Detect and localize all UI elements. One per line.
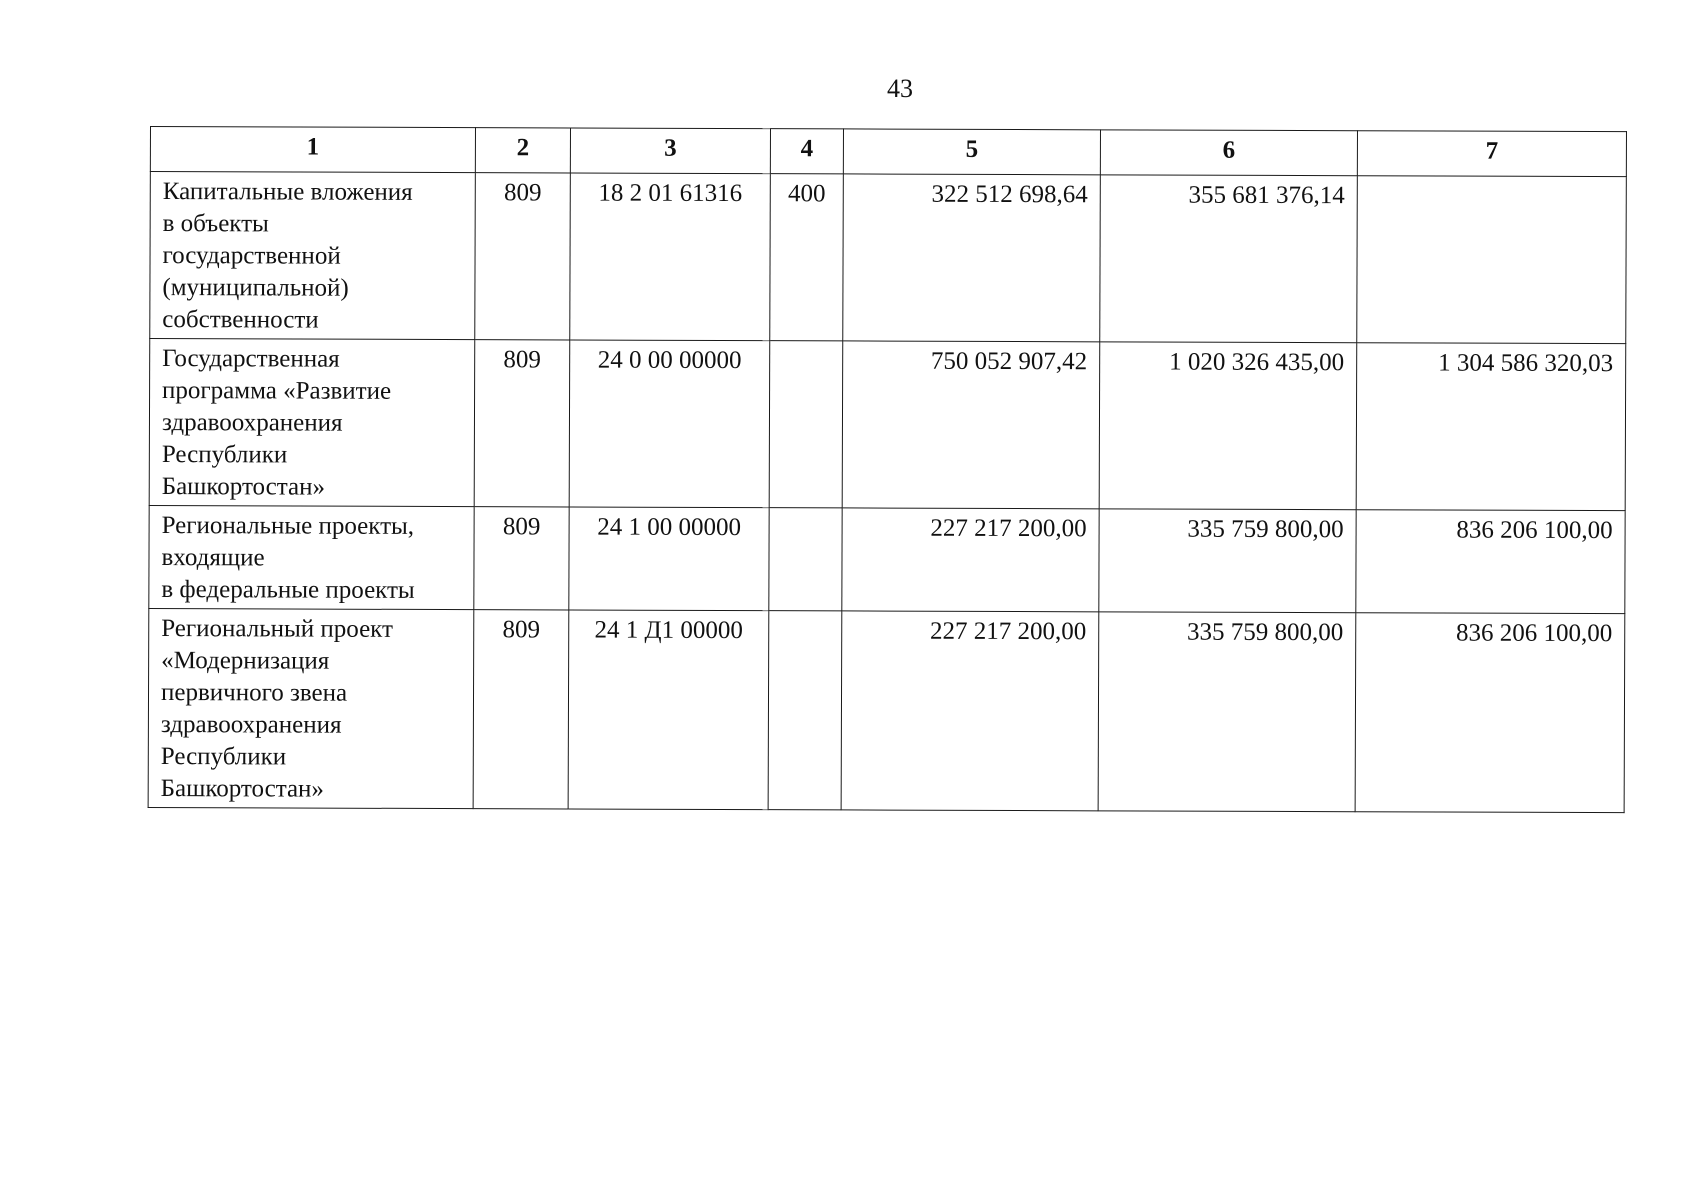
amount-col7-cell: 836 206 100,00 bbox=[1355, 613, 1625, 813]
row-name-line: «Модернизация bbox=[161, 647, 330, 675]
header-col-4: 4 bbox=[770, 129, 843, 174]
target-article-cell: 24 1 Д1 00000 bbox=[568, 610, 769, 810]
row-name-line: первичного звена bbox=[160, 679, 348, 707]
amount-col6-cell: 335 759 800,00 bbox=[1099, 509, 1356, 613]
ministry-code-cell: 809 bbox=[475, 173, 571, 340]
row-name-line: Башкортостан» bbox=[160, 775, 325, 803]
header-col-6: 6 bbox=[1100, 130, 1357, 176]
target-article-cell: 24 0 00 00000 bbox=[569, 340, 770, 508]
row-name-line: здравоохранения bbox=[160, 711, 342, 739]
ministry-code-cell: 809 bbox=[474, 340, 570, 507]
row-name-line: входящие bbox=[161, 544, 265, 572]
row-name-line: (муниципальной) bbox=[162, 274, 349, 302]
row-name-line: Государственная bbox=[162, 345, 340, 373]
row-name-line: Капитальные вложения bbox=[162, 178, 413, 206]
row-name-line: Региональные проекты, bbox=[161, 512, 415, 540]
row-name-line: в федеральные проекты bbox=[161, 576, 415, 604]
row-name-cell bbox=[149, 505, 474, 609]
ministry-code-cell: 809 bbox=[474, 507, 569, 610]
row-name-cell bbox=[149, 339, 475, 507]
table-row bbox=[149, 505, 1625, 613]
table-row bbox=[150, 172, 1627, 344]
header-col-7: 7 bbox=[1357, 131, 1626, 177]
header-col-2: 2 bbox=[475, 128, 570, 173]
row-name-line: государственной bbox=[162, 242, 341, 270]
target-article-cell: 18 2 01 61316 bbox=[570, 173, 771, 341]
ministry-code-cell: 809 bbox=[473, 610, 569, 809]
target-article-cell: 24 1 00 00000 bbox=[569, 507, 769, 611]
row-name-line: Республики bbox=[160, 743, 287, 771]
table-row bbox=[148, 608, 1625, 812]
expense-type-cell bbox=[769, 508, 842, 611]
header-col-5: 5 bbox=[843, 129, 1100, 175]
budget-table bbox=[148, 126, 1627, 813]
amount-col6-cell: 355 681 376,14 bbox=[1100, 175, 1358, 343]
header-row bbox=[150, 127, 1626, 177]
row-name-line: Республики bbox=[161, 441, 288, 469]
amount-col5-cell: 227 217 200,00 bbox=[842, 508, 1099, 612]
page-number: 43 bbox=[887, 74, 913, 103]
row-name-line: здравоохранения bbox=[161, 409, 343, 437]
amount-col6-cell: 1 020 326 435,00 bbox=[1099, 342, 1357, 510]
header-col-3: 3 bbox=[570, 128, 770, 174]
row-name-cell bbox=[150, 172, 476, 340]
row-name-line: Башкортостан» bbox=[161, 473, 326, 501]
header-col-1: 1 bbox=[150, 127, 475, 173]
row-name-cell bbox=[148, 608, 474, 808]
expense-type-cell bbox=[769, 341, 843, 508]
amount-col7-cell: 1 304 586 320,03 bbox=[1356, 343, 1626, 511]
amount-col5-cell: 750 052 907,42 bbox=[842, 341, 1100, 509]
amount-col5-cell: 227 217 200,00 bbox=[841, 611, 1099, 811]
row-name-line: в объекты bbox=[162, 210, 269, 238]
amount-col7-cell bbox=[1357, 176, 1627, 344]
expense-type-cell: 400 bbox=[770, 174, 844, 341]
row-name-line: Региональный проект bbox=[161, 615, 393, 643]
amount-col6-cell: 335 759 800,00 bbox=[1098, 612, 1356, 812]
amount-col5-cell: 322 512 698,64 bbox=[843, 174, 1101, 342]
expense-type-cell bbox=[768, 611, 842, 810]
row-name-line: программа «Развитие bbox=[162, 377, 392, 405]
table-row bbox=[149, 339, 1626, 511]
row-name-line: собственности bbox=[162, 306, 319, 334]
amount-col7-cell: 836 206 100,00 bbox=[1356, 510, 1625, 614]
